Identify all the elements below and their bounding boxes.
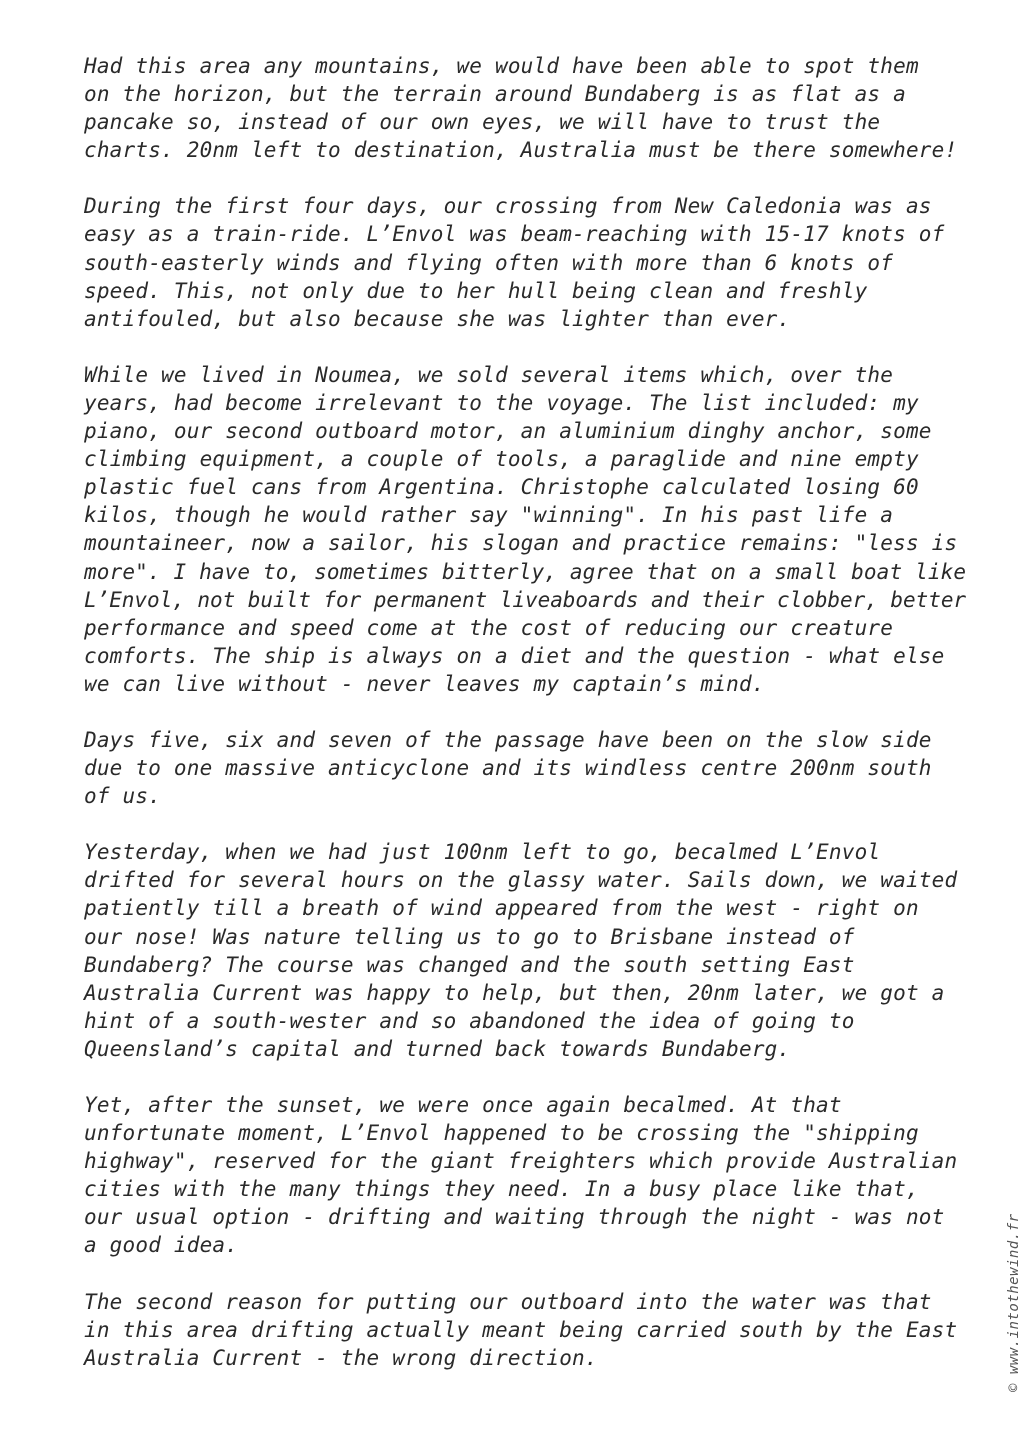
text-line: Yet, after the sunset, we were once again becalmed. At that: [84, 1093, 842, 1117]
text-line: charts. 20nm left to destination, Australia must be there somewhere!: [84, 138, 958, 163]
text-line: During the first four days, our crossing from New Caledonia was as: [84, 194, 932, 219]
text-line: While we lived in Noumea, we sold several items which, over the: [84, 362, 894, 387]
text-line: cities with the many things they need. In a busy place like that,: [84, 1177, 919, 1202]
text-line: of us.: [84, 784, 162, 809]
text-line: mountaineer, now a sailor, his slogan and practice remains: "less is: [84, 531, 958, 556]
text-line: a good idea.: [84, 1233, 239, 1258]
text-line: hint of a south-wester and so abandoned the idea of going to: [84, 1008, 855, 1033]
paragraph-5: [84, 838, 964, 1063]
text-line: kilos, though he would rather say "winning". In his past life a: [84, 503, 894, 528]
text-line: L’Envol, not built for permanent liveaboards and their clobber, better: [84, 587, 967, 612]
text-line: Had this area any mountains, we would have been able to spot them: [84, 54, 919, 78]
text-line: years, had become irrelevant to the voyage. The list included: my: [84, 390, 919, 415]
text-line: piano, our second outboard motor, an aluminium dinghy anchor, some: [84, 419, 932, 444]
paragraph-2: [84, 192, 964, 332]
text-line: drifted for several hours on the glassy water. Sails down, we waited: [84, 868, 958, 893]
text-line: highway", reserved for the giant freighters which provide Australian: [84, 1149, 958, 1174]
text-line: Days five, six and seven of the passage have been on the slow side: [84, 727, 932, 752]
text-line: our usual option - drifting and waiting through the night - was not: [84, 1205, 945, 1230]
text-line: comforts. The ship is always on a diet and the question - what else: [84, 643, 945, 668]
copyright-notice: © www.intothewind.fr: [1006, 1213, 1022, 1392]
text-line: climbing equipment, a couple of tools, a paraglide and nine empty: [84, 447, 919, 472]
text-line: Yesterday, when we had just 100nm left to go, becalmed L’Envol: [84, 840, 881, 865]
document-body: [84, 52, 967, 1400]
text-line: Australia Current was happy to help, but then, 20nm later, we got a: [84, 980, 945, 1005]
text-line: due to one massive anticyclone and its windless centre 200nm south: [84, 756, 932, 781]
text-line: unfortunate moment, L’Envol happened to be crossing the "shipping: [84, 1121, 919, 1146]
text-line: south-easterly winds and flying often with more than 6 knots of: [84, 250, 894, 275]
text-line: easy as a train-ride. L’Envol was beam-reaching with 15-17 knots of: [84, 222, 945, 247]
paragraph-4: [84, 726, 964, 810]
text-line: Queensland’s capital and turned back towards Bundaberg.: [84, 1036, 791, 1061]
text-line: patiently till a breath of wind appeared from the west - right on: [84, 896, 919, 921]
text-line: speed. This, not only due to her hull being clean and freshly: [84, 278, 868, 303]
text-line: pancake so, instead of our own eyes, we will have to trust the: [84, 110, 881, 135]
text-line: more". I have to, sometimes bitterly, agree that on a small boat like: [84, 559, 967, 584]
text-line: The second reason for putting our outboard into the water was that: [84, 1289, 932, 1314]
text-line: in this area drifting actually meant being carried south by the East: [84, 1317, 958, 1342]
text-line: plastic fuel cans from Argentina. Christophe calculated losing 60: [84, 475, 919, 500]
paragraph-1: [84, 52, 964, 164]
text-line: Bundaberg? The course was changed and the south setting East: [84, 952, 855, 977]
paragraph-7: [84, 1288, 964, 1372]
text-line: we can live without - never leaves my captain’s mind.: [84, 671, 765, 696]
text-line: antifouled, but also because she was lighter than ever.: [84, 306, 791, 331]
text-line: Australia Current - the wrong direction.: [84, 1345, 598, 1370]
text-line: our nose! Was nature telling us to go to Brisbane instead of: [84, 924, 855, 949]
text-line: performance and speed come at the cost of reducing our creature: [84, 615, 894, 640]
paragraph-3: [84, 361, 967, 698]
paragraph-6: [84, 1091, 964, 1260]
text-line: on the horizon, but the terrain around Bundaberg is as flat as a: [84, 82, 906, 107]
